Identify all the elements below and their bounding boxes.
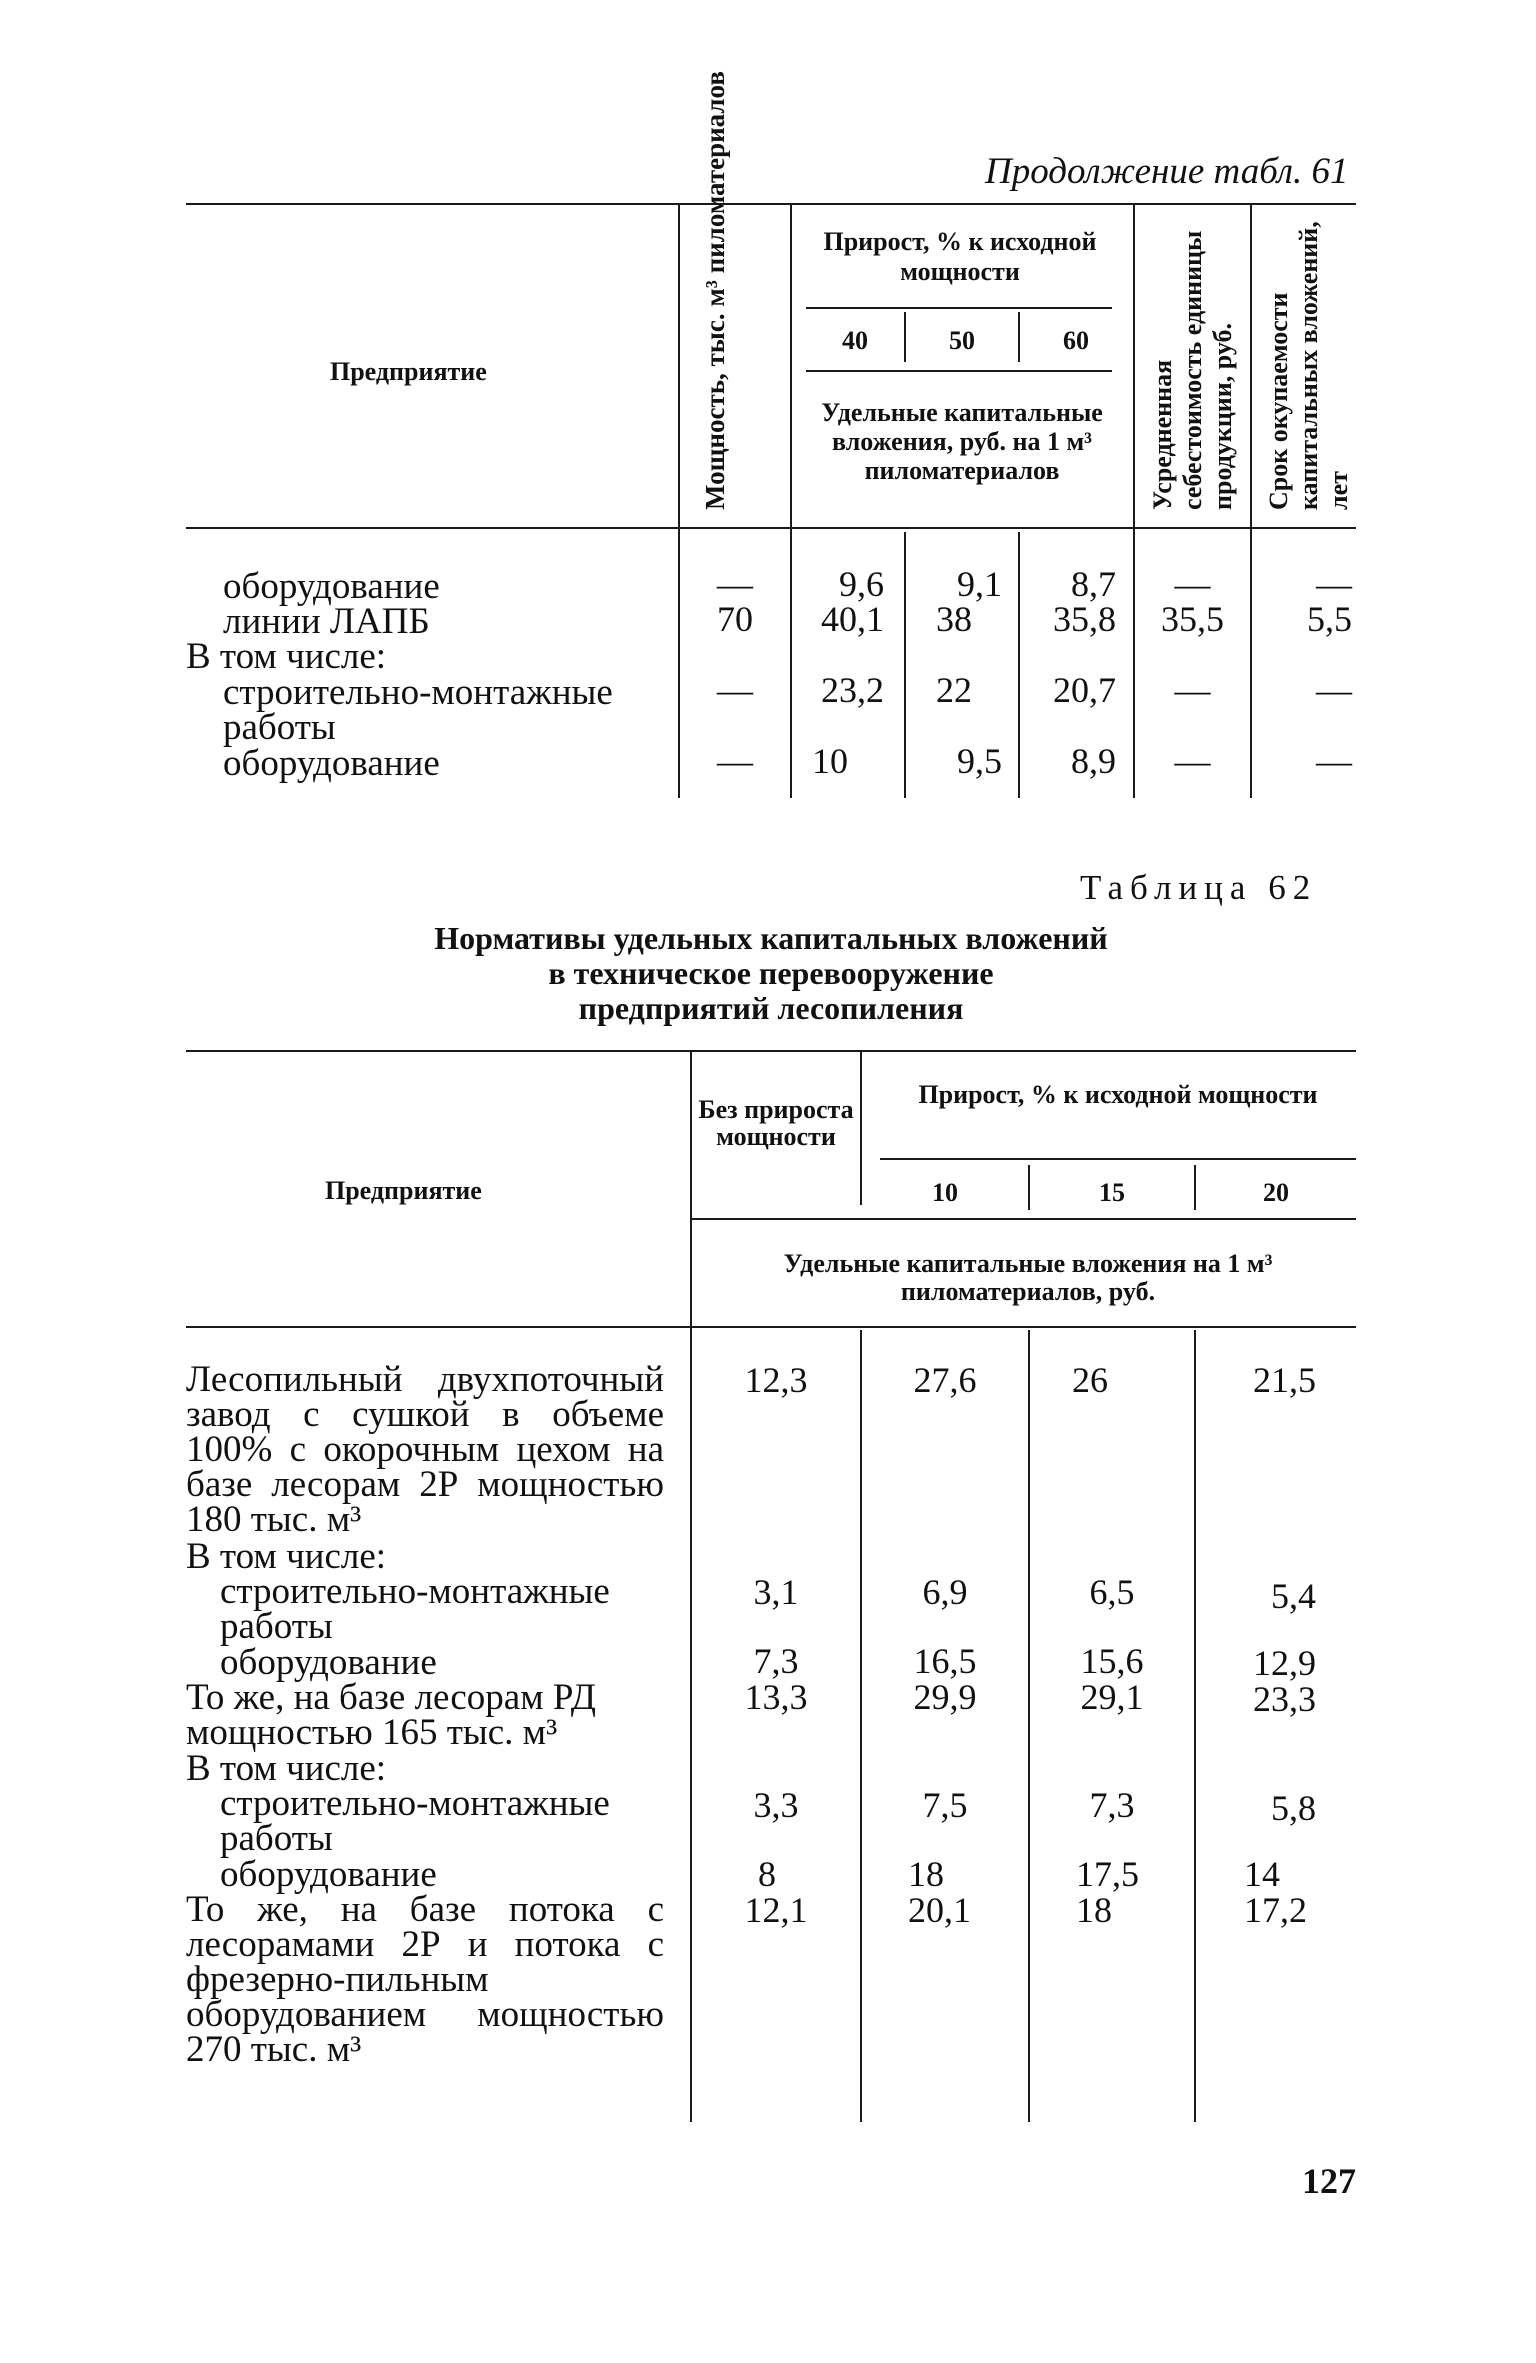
t61-payback: — (1316, 670, 1352, 710)
t61-payback: — (1316, 741, 1352, 781)
rule (186, 527, 1356, 529)
t62-v10: 16,5 (913, 1641, 977, 1681)
t62-v0: 12,3 (744, 1360, 808, 1400)
t61-v40: 40,1 (821, 599, 884, 639)
t62-v10: 27,6 (913, 1360, 977, 1400)
t61-capacity: — (717, 564, 753, 604)
t62-v15: 18 (1076, 1890, 1112, 1930)
header-enterprise: Предприятие (325, 1176, 482, 1205)
t61-v40: 9,6 (839, 564, 884, 604)
header-enterprise: Предприятие (330, 357, 487, 386)
header-10: 10 (932, 1178, 958, 1207)
t62-v15: 29,1 (1080, 1677, 1144, 1717)
continuation-label: Продолжение табл. 61 (985, 151, 1349, 192)
t61-row-label: строительно-монтажные работы (223, 672, 613, 748)
t62-v0: 13,3 (744, 1677, 808, 1717)
rule (186, 1050, 1356, 1052)
t61-row-label: В том числе: (186, 636, 387, 677)
t62-row-label: В том числе: (186, 1536, 387, 1577)
column-divider (790, 203, 792, 798)
t61-row-label: линии ЛАПБ (223, 601, 430, 642)
rule (690, 1218, 1356, 1220)
t62-row-label: оборудование (220, 1642, 437, 1683)
column-divider (1194, 1330, 1196, 2122)
t62-v0: 8 (758, 1854, 776, 1894)
column-divider (1133, 203, 1135, 798)
t62-v20: 21,5 (1253, 1360, 1316, 1400)
header-specific: Удельные капитальные вложения на 1 м³ пиломатериалов, руб. (783, 1249, 1273, 1306)
header-20: 20 (1263, 1178, 1289, 1207)
header-50: 50 (949, 326, 975, 355)
column-divider (860, 1330, 862, 2122)
t62-row-label: оборудование (220, 1854, 437, 1895)
t61-v60: 8,9 (1071, 741, 1116, 781)
header-payback: Срок окупаемости капитальных вложений, лет (1264, 221, 1353, 510)
t61-capacity: — (717, 670, 753, 710)
t62-v15: 26 (1072, 1360, 1108, 1400)
t62-v10: 18 (908, 1854, 944, 1894)
header-40: 40 (842, 326, 868, 355)
t62-v20: 5,8 (1271, 1788, 1316, 1828)
header-no-growth: Без прироста мощности (698, 1095, 854, 1151)
table-title-line: Нормативы удельных капитальных вложений (434, 920, 1108, 956)
t61-v50: 9,1 (957, 564, 1002, 604)
t61-row-label: оборудование (223, 566, 440, 607)
table-title-line: предприятий лесопиления (578, 990, 964, 1026)
t61-v60: 35,8 (1053, 599, 1116, 639)
t61-payback: 5,5 (1307, 599, 1352, 639)
header-15: 15 (1099, 1178, 1125, 1207)
t61-v40: 23,2 (821, 670, 884, 710)
t61-v50: 9,5 (957, 741, 1002, 781)
t61-cost: — (1174, 670, 1211, 710)
t62-v20: 23,3 (1253, 1679, 1316, 1719)
t61-cost: 35,5 (1161, 599, 1224, 639)
t62-v10: 7,5 (922, 1785, 968, 1825)
t61-v60: 20,7 (1053, 670, 1116, 710)
t61-cost: — (1174, 564, 1211, 604)
t62-v0: 12,1 (744, 1890, 808, 1930)
table-title-line: в техническое перевооружение (548, 955, 994, 991)
header-specific: Удельные капитальные вложения, руб. на 1 м³ пиломатериалов (821, 398, 1103, 485)
t62-v10: 29,9 (913, 1677, 977, 1717)
t62-v20: 5,4 (1271, 1576, 1316, 1616)
t61-row-label: оборудование (223, 743, 440, 784)
t62-v10: 6,9 (922, 1572, 968, 1612)
column-divider (1250, 203, 1252, 798)
page-number: 127 (1302, 2161, 1356, 2201)
column-divider (1028, 1330, 1030, 2122)
rule (186, 203, 1356, 205)
t62-row-label: То же, на базе лесорам РД мощностью 165 тыс. м³ (186, 1677, 596, 1753)
t62-v0: 7,3 (753, 1641, 799, 1681)
t61-cost: — (1174, 741, 1211, 781)
t61-v50: 22 (936, 670, 972, 710)
t62-row-label: строительно-монтажные работы (220, 1571, 610, 1647)
t61-v50: 38 (936, 599, 972, 639)
header-growth: Прирост, % к исходной мощности (823, 227, 1097, 286)
t62-row-label: Лесопильный двухпоточный завод с сушкой в объеме 100% с окорочным цехом на базе лесорам 2Р мощностью 180 тыс. м³ (186, 1359, 664, 1540)
t61-capacity: — (717, 741, 753, 781)
t62-v15: 15,6 (1080, 1641, 1144, 1681)
header-capacity: Мощность, тыс. м³ пиломатериалов (700, 71, 730, 510)
t62-v20: 12,9 (1253, 1643, 1316, 1683)
t61-payback: — (1316, 564, 1352, 604)
t62-v0: 3,3 (753, 1785, 799, 1825)
t62-v20: 14 (1244, 1854, 1280, 1894)
t62-v15: 17,5 (1076, 1854, 1139, 1894)
header-60: 60 (1063, 326, 1089, 355)
t61-capacity: 70 (717, 599, 753, 639)
t62-v15: 7,3 (1089, 1785, 1135, 1825)
t62-row-label: В том числе: (186, 1748, 387, 1789)
rule (806, 370, 1112, 372)
t61-v60: 8,7 (1071, 564, 1116, 604)
t62-v20: 17,2 (1244, 1890, 1307, 1930)
t62-v15: 6,5 (1089, 1572, 1135, 1612)
column-divider (678, 203, 680, 798)
rule (806, 307, 1112, 309)
t62-row-label: строительно-монтажные работы (220, 1783, 610, 1859)
table-caption: Таблица 62 (1080, 868, 1318, 907)
rule (186, 1326, 1356, 1328)
t62-row-label: То же, на базе потока с лесорамами 2Р и потока с фрезерно-пильным оборудованием мощностью 270 тыс. м³ (186, 1889, 664, 2070)
t62-v10: 20,1 (908, 1890, 971, 1930)
header-growth: Прирост, % к исходной мощности (918, 1080, 1318, 1109)
rule (880, 1158, 1356, 1160)
header-cost: Усредненная себестоимость единицы продукции, руб. (1148, 230, 1237, 510)
t61-v40: 10 (812, 741, 848, 781)
t62-v0: 3,1 (753, 1572, 799, 1612)
